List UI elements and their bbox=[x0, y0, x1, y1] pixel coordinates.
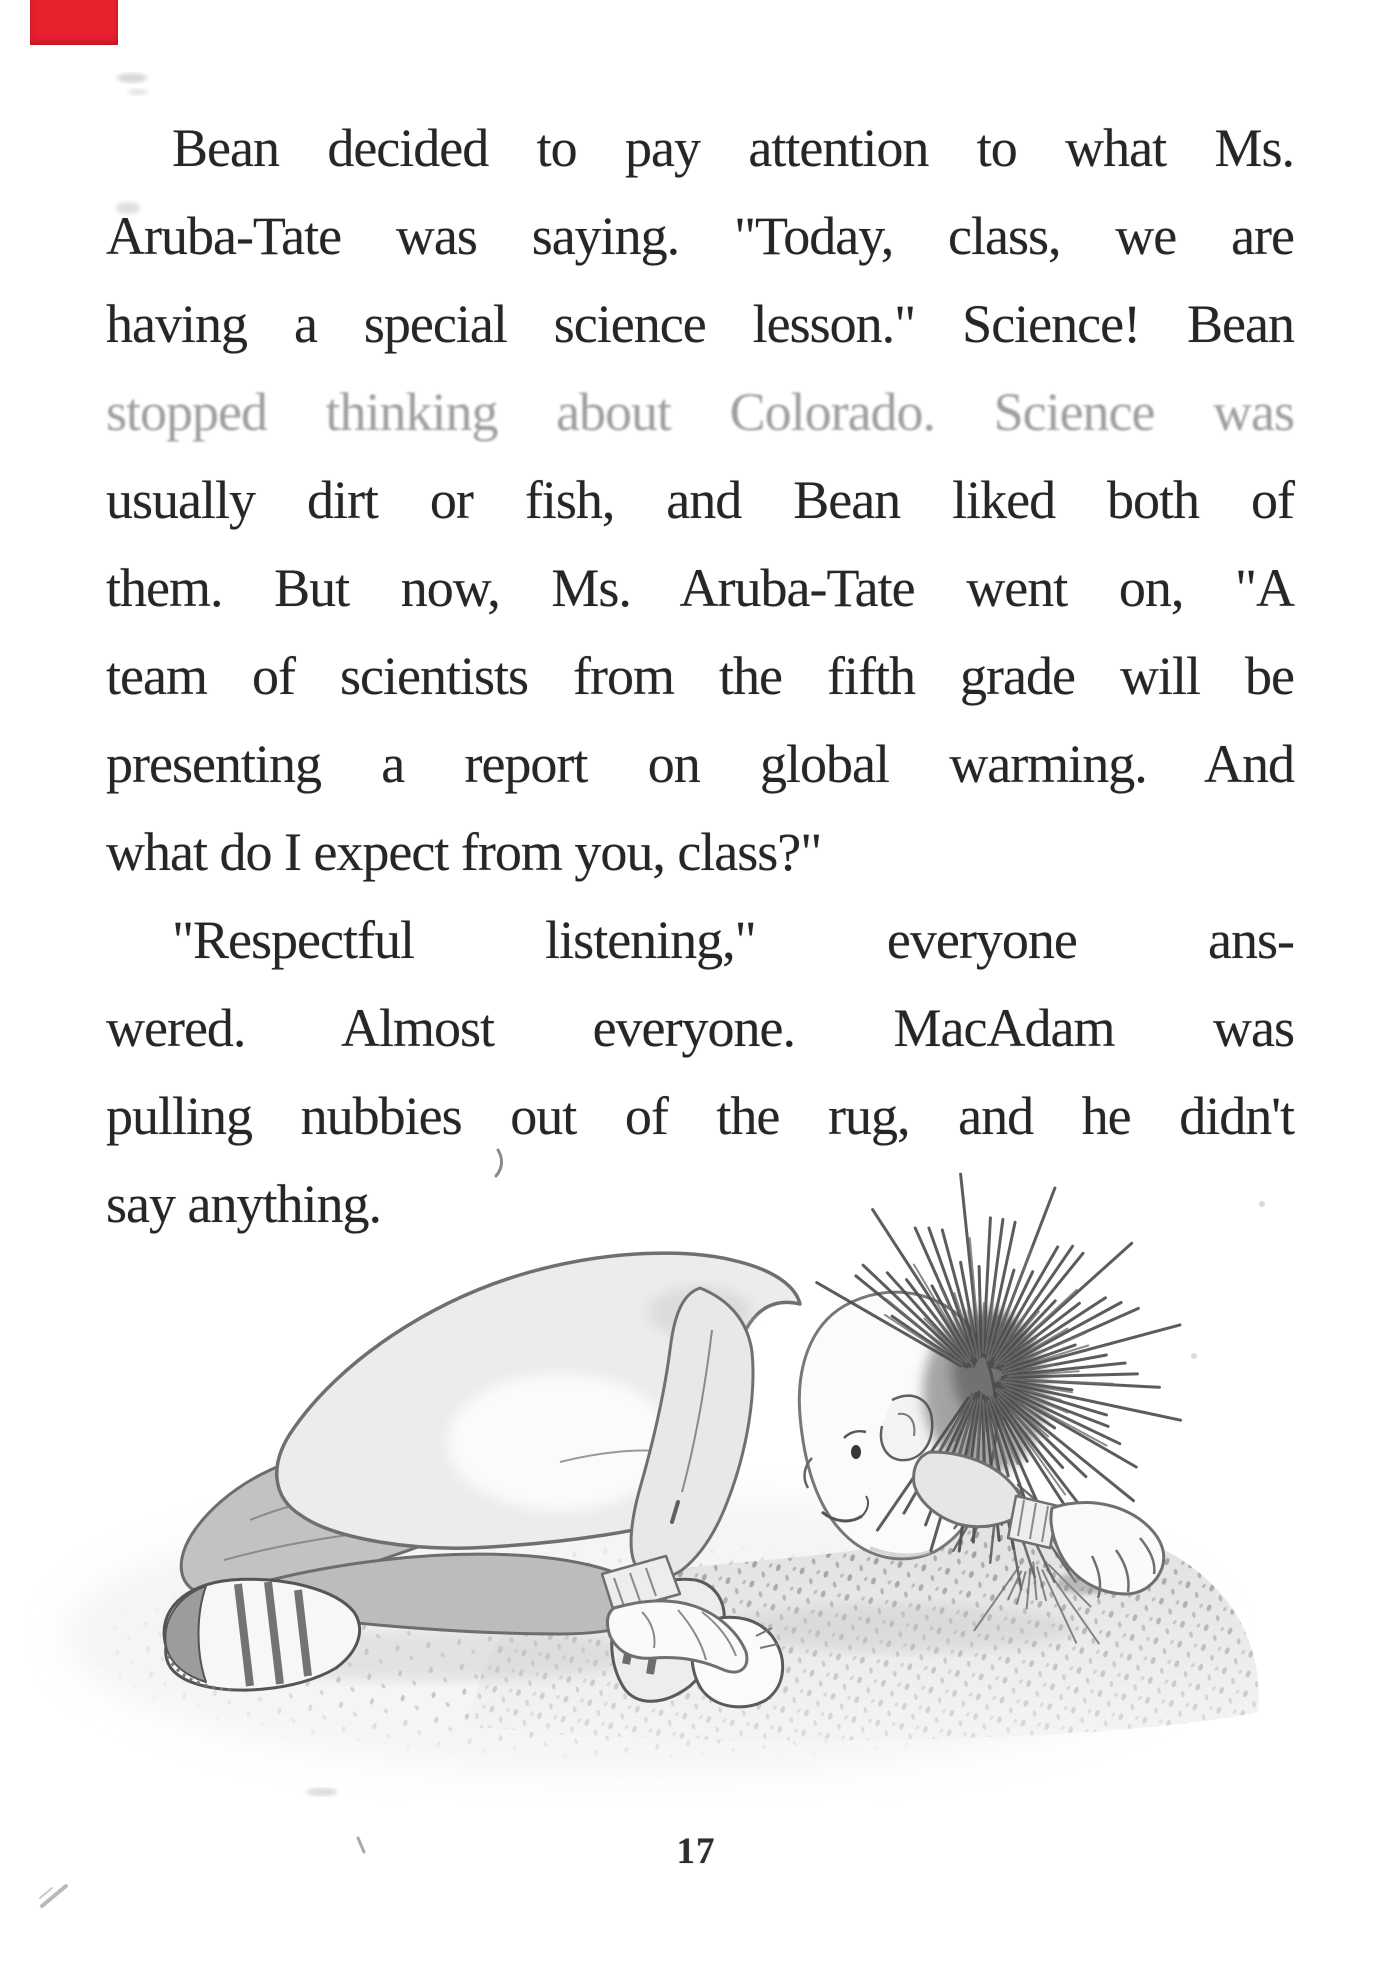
text-line: them. But now, Ms. Aruba-Tate went on, "A bbox=[106, 558, 1294, 618]
page-number: 17 bbox=[676, 1831, 716, 1872]
text-line: what do I expect from you, class?" bbox=[106, 822, 822, 882]
text-line: team of scientists from the fifth grade will be bbox=[106, 646, 1294, 706]
text-line: wered. Almost everyone. MacAdam was bbox=[106, 998, 1294, 1058]
text-line: having a special science lesson." Science! Bean bbox=[106, 294, 1294, 354]
text-line: usually dirt or fish, and Bean liked both of bbox=[106, 470, 1294, 530]
text-line: Bean decided to pay attention to what Ms. bbox=[172, 118, 1294, 178]
text-line: Aruba-Tate was saying. "Today, class, we are bbox=[106, 206, 1294, 266]
text-line: pulling nubbies out of the rug, and he didn't bbox=[106, 1086, 1294, 1146]
text-line-faded: stopped thinking about Colorado. Science was bbox=[106, 382, 1294, 442]
story-text bbox=[106, 104, 1294, 1248]
eye bbox=[851, 1445, 861, 1459]
text-line: presenting a report on global warming. And bbox=[106, 734, 1294, 794]
text-line: "Respectful listening," everyone ans- bbox=[172, 910, 1294, 970]
text-line: say anything. bbox=[106, 1174, 381, 1234]
